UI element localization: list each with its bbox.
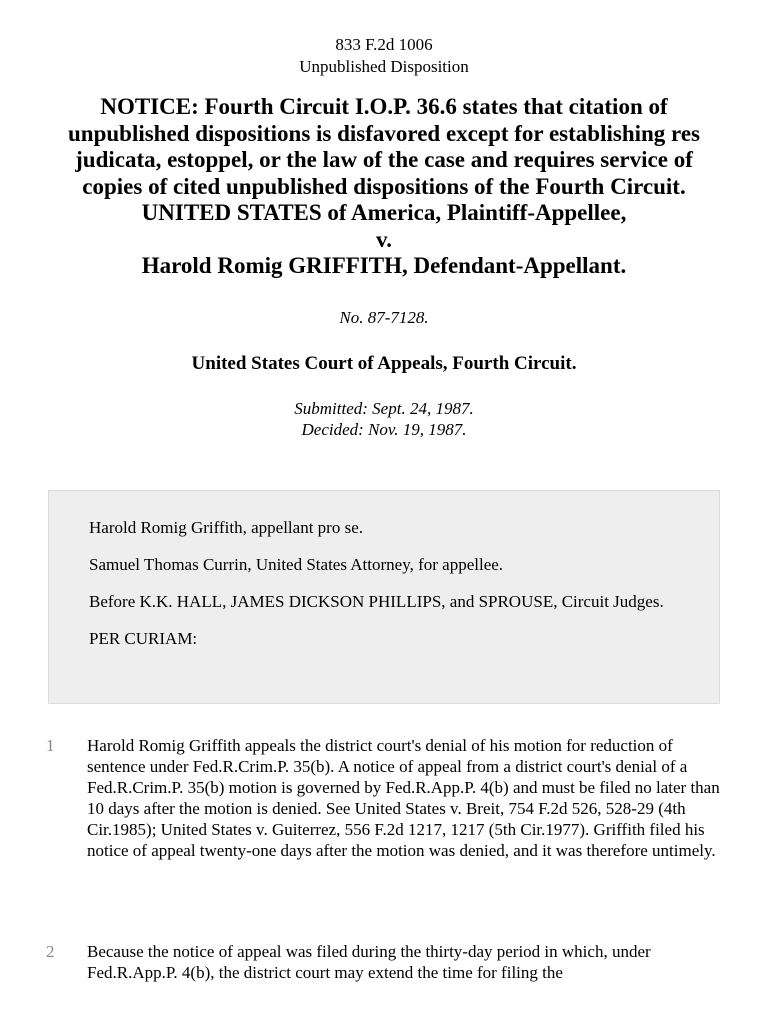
paragraph-text: Because the notice of appeal was filed during the thirty-day period in which, under Fed.R.App.P. 4(b), the district court may extend the time for filing the xyxy=(87,942,651,982)
paragraph-text: Harold Romig Griffith appeals the district court's denial of his motion for reduction of sentence under Fed.R.Crim.P. 35(b). A notice of appeal from a district court's denial of a Fed.R.Crim.P. 35(b) motion is governed by Fed.R.App.P. 4(b) and must be filed no later than 10 days after the motion is denied. See United States v. Breit, 754 F.2d 526, 528-29 (4th Cir.1985); United States v. Guiterrez, 556 F.2d 1217, 1217 (5th Cir.1977). Griffith filed his notice of appeal twenty-one days after the motion was denied, and it was therefore untimely. xyxy=(87,736,720,860)
citation-header xyxy=(0,0,768,78)
case-headline xyxy=(44,94,724,280)
defendant-line: Harold Romig GRIFFITH, Defendant-Appellant. xyxy=(141,253,627,278)
notice-text: NOTICE: Fourth Circuit I.O.P. 36.6 states that citation of unpublished dispositions is disfavored except for establishing res judicata, estoppel, or the law of the case and requires service of copies of cited unpublished dispositions of the Fourth Circuit. xyxy=(67,94,700,199)
reporter-citation: 833 F.2d 1006 xyxy=(335,35,433,54)
counsel-box xyxy=(48,490,720,704)
per-curiam-label: PER CURIAM: xyxy=(89,629,198,648)
paragraph-number: 2 xyxy=(46,942,55,961)
appellee-counsel: Samuel Thomas Currin, United States Attorney, for appellee. xyxy=(89,555,504,574)
court-name: United States Court of Appeals, Fourth Circuit. xyxy=(191,352,577,374)
versus-line: v. xyxy=(376,226,392,252)
submitted-date: Submitted: Sept. 24, 1987. xyxy=(294,398,474,418)
judges-panel: Before K.K. HALL, JAMES DICKSON PHILLIPS, and SPROUSE, Circuit Judges. xyxy=(89,592,664,611)
appellant-counsel: Harold Romig Griffith, appellant pro se. xyxy=(89,518,363,537)
plaintiff-line: UNITED STATES of America, Plaintiff-Appellee, xyxy=(141,200,627,225)
docket-number: No. 87-7128. xyxy=(339,307,429,327)
case-dates xyxy=(0,398,768,440)
paragraph-number: 1 xyxy=(46,736,55,755)
disposition-label: Unpublished Disposition xyxy=(299,57,469,76)
decided-date: Decided: Nov. 19, 1987. xyxy=(301,419,467,439)
